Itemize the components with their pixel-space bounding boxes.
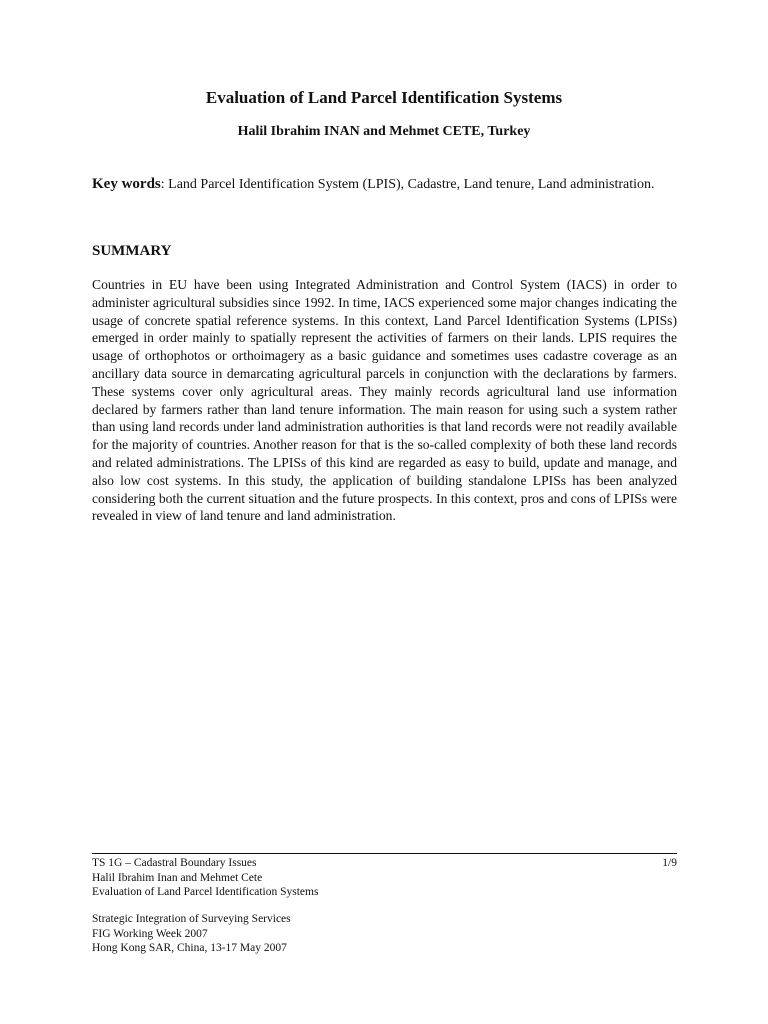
footer-conference-theme: Strategic Integration of Surveying Services: [92, 913, 291, 925]
keywords-separator: :: [160, 177, 169, 192]
footer-citation: [92, 856, 542, 900]
footer-conference: [92, 912, 542, 956]
paper-authors: Halil Ibrahim INAN and Mehmet CETE, Turkey: [237, 124, 531, 139]
page-number: 1/9: [662, 857, 677, 869]
summary-body: Countries in EU have been using Integrated Administration and Control System (IACS) in order to administer agricultural subsidies since 1992. In time, IACS experienced some major changes indicating the usage of concrete spatial reference systems. In this context, Land Parcel Identification Systems (LPISs) emerged in order mainly to spatially represent the activities of farmers on their lands. LPIS requires the usage of orthophotos or orthoimagery as a basic guidance and sometimes uses cadastre coverage as an ancillary data source in demarcating agricultural parcels in conjunction with the declarations by farmers. These systems cover only agricultural areas. They mainly records agricultural land use information declared by farmers rather than land tenure information. The main reason for using such a system rather than using land records under land administration authorities is that land records were not readily available for the majority of countries. Another reason for that is the so-called complexity of both these land records and related administrations. The LPISs of this kind are regarded as easy to build, update and manage, and also low cost systems. In this study, the application of building standalone LPISs has been analyzed considering both the current situation and the future prospects. In this context, pros and cons of LPISs were revealed in view of land tenure and land administration.: [92, 277, 677, 524]
footer-session: TS 1G – Cadastral Boundary Issues: [92, 857, 257, 869]
keywords-label: Key words: [92, 176, 161, 192]
footer-divider: [92, 853, 677, 854]
keywords-text: Land Parcel Identification System (LPIS), Cadastre, Land tenure, Land administration.: [168, 177, 655, 192]
footer-paper-title: Evaluation of Land Parcel Identification Systems: [92, 886, 319, 898]
summary-heading: SUMMARY: [92, 243, 172, 259]
footer-conference-name: FIG Working Week 2007: [92, 927, 208, 940]
footer-authors: Halil Ibrahim Inan and Mehmet Cete: [92, 871, 263, 884]
paper-title: Evaluation of Land Parcel Identification Systems: [205, 88, 563, 107]
keywords-paragraph: [92, 175, 682, 194]
footer-conference-location: Hong Kong SAR, China, 13-17 May 2007: [92, 942, 287, 954]
